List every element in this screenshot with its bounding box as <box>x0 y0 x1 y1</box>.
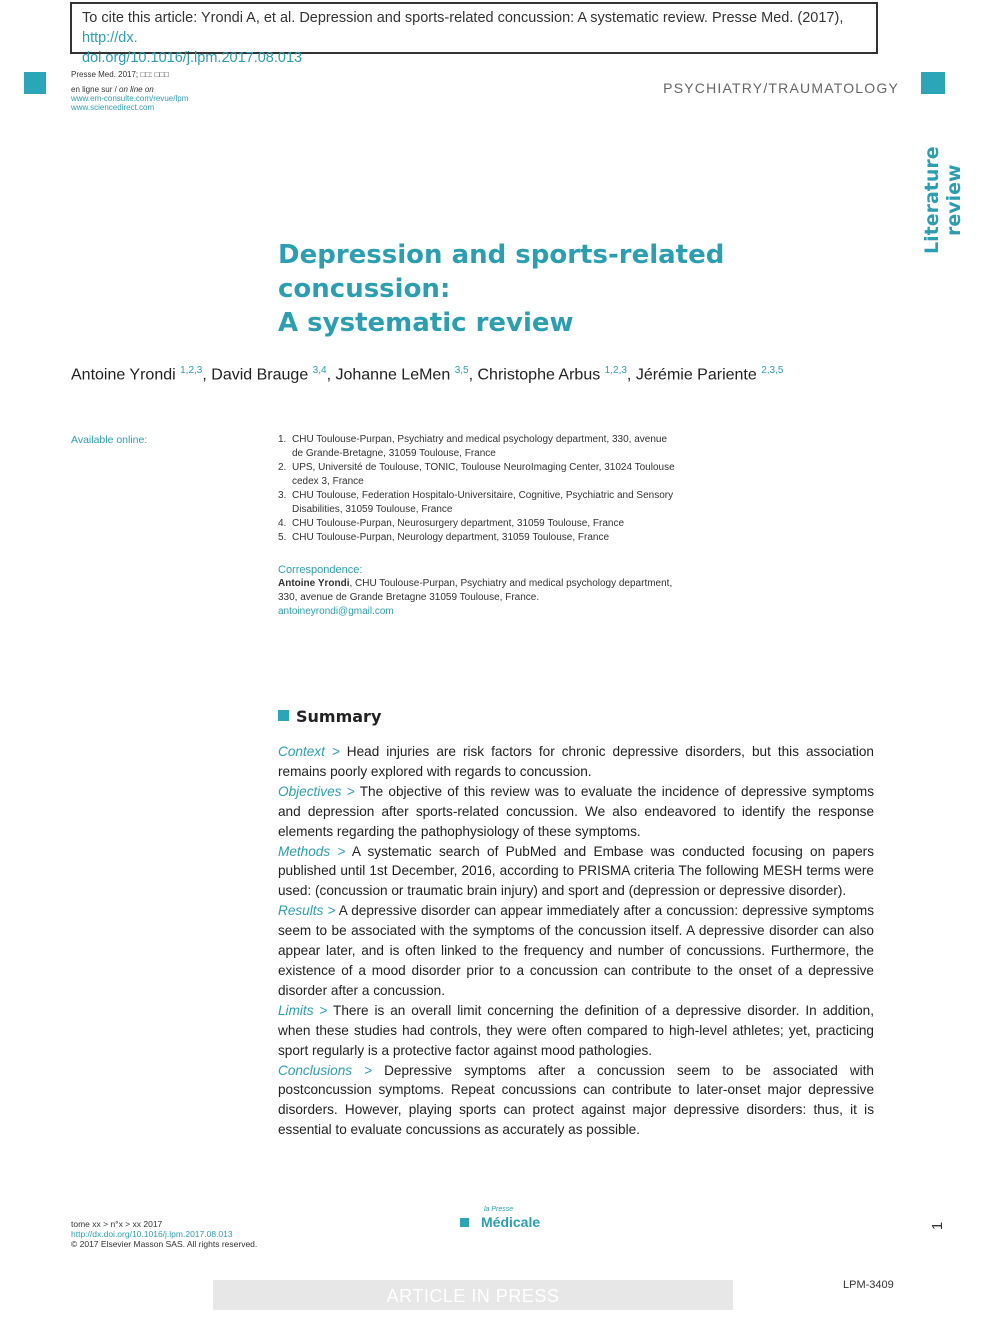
affiliation-number: 5. <box>278 532 287 543</box>
author-affiliation: 3,4 <box>312 365 327 376</box>
summary-text: There is an overall limit concerning the definition of a depressive disorder. In addition, when these studies had controls, they were often compared to high-level athletes; yet, practicing sport regularly is a protective factor against mood pathologies. <box>278 1002 874 1058</box>
author-name: Antoine Yrondi <box>71 366 176 384</box>
available-online-label: Available online: <box>71 434 148 446</box>
summary-text: Depressive symptoms after a concussion seem to be associated with postconcussion symptoms. Repeat concussions can contribute to later-onset major depressive disorders. However, playing sports can protect against major depressive disorders: thus, it is essential to evaluate concussions as accurately as possible. <box>278 1062 874 1138</box>
title-line-2: A systematic review <box>278 308 574 338</box>
summary-paragraph <box>278 782 874 842</box>
online-label-en: on line on <box>119 85 154 94</box>
journal-logo <box>460 1206 540 1232</box>
corner-square-left <box>24 72 46 94</box>
citation-box <box>70 2 878 66</box>
author-list: Antoine Yrondi $^{1,2,3}$, David Brauge $^{3,4}$, Johanne LeMen $^{3,5}$, Christophe Arbus $^{1,2,3}$, Jérémie Pariente $^{2,3,5}$ <box>71 365 784 384</box>
journal-issue: Presse Med. 2017; □□: □□□ <box>71 70 169 79</box>
summary-label: Context > <box>278 744 340 759</box>
copyright: © 2017 Elsevier Masson SAS. All rights reserved. <box>71 1239 258 1249</box>
summary-label: Conclusions > <box>278 1062 373 1078</box>
square-bullet-icon <box>278 710 289 721</box>
footer-left <box>71 1219 257 1249</box>
summary-text: A systematic search of PubMed and Embase was conducted focusing on papers published until 1st December, 2016, according to PRISMA criteria The following MESH terms were used: (concussion or traumatic brain injury) and sport and (depression or depressive disorder). <box>278 843 874 899</box>
em-consulte-link[interactable]: www.em-consulte.com/revue/lpm <box>71 94 189 103</box>
summary-paragraph <box>278 842 874 902</box>
section-heading: PSYCHIATRY/TRAUMATOLOGY <box>663 80 899 96</box>
summary-text: The objective of this review was to evaluate the incidence of depressive symptoms and depression after sports-related concussion. We also endeavored to identify the response elements regarding the pathophysiology of these symptoms. <box>278 783 875 839</box>
affiliation-number: 4. <box>278 518 287 529</box>
affiliation-number: 1. <box>278 434 287 445</box>
author-name: David Brauge <box>211 366 309 384</box>
list-item <box>278 517 678 531</box>
author-affiliation: 1,2,3 <box>180 365 203 376</box>
journal-meta <box>71 70 188 112</box>
side-label: Literature review <box>921 146 965 255</box>
online-label: en ligne sur / <box>71 85 120 94</box>
author-name: Johanne LeMen <box>335 366 451 384</box>
article-id: LPM-3409 <box>843 1279 894 1291</box>
summary-text: Head injuries are risk factors for chronic depressive disorders, but this association remains poorly explored with regards to concussion. <box>278 744 874 779</box>
summary-heading <box>278 707 381 726</box>
affiliation-text: CHU Toulouse, Federation Hospitalo-Universitaire, Cognitive, Psychiatric and Sensory Disabilities, 31059 Toulouse, France <box>292 490 674 515</box>
summary-heading-text: Summary <box>296 707 382 726</box>
author-affiliation: 3,5 <box>454 365 469 376</box>
author-affiliation: 1,2,3 <box>604 365 627 376</box>
correspondence-email-link[interactable]: antoineyrondi@gmail.com <box>278 606 394 617</box>
summary-paragraph <box>278 1001 874 1061</box>
correspondence-label: Correspondence: <box>278 564 363 576</box>
affiliation-list <box>278 433 678 545</box>
list-item <box>278 531 678 545</box>
article-title <box>278 238 878 340</box>
summary-label: Methods > <box>278 843 346 859</box>
citation-text: To cite this article: Yrondi A, et al. Depression and sports-related concussion: A systematic review. Presse Med. (2017), <box>82 10 844 26</box>
summary-paragraph <box>278 1061 874 1141</box>
correspondence-name: Antoine Yrondi <box>278 578 350 589</box>
list-item <box>278 433 678 461</box>
summary-paragraph <box>278 901 874 1001</box>
correspondence-address: , CHU Toulouse-Purpan, Psychiatry and medical psychology department, 330, avenue de Grande Bretagne 31059 Toulouse, France. <box>278 578 673 603</box>
page-number: 1 <box>929 1221 946 1231</box>
author-name: Christophe Arbus <box>477 366 601 384</box>
author-affiliation: 2,3,5 <box>761 365 784 376</box>
author-name: Jérémie Pariente <box>635 366 757 384</box>
summary-paragraph <box>278 742 874 782</box>
footer-doi-link[interactable]: http://dx.doi.org/10.1016/j.lpm.2017.08.013 <box>71 1229 233 1239</box>
sciencedirect-link[interactable]: www.sciencedirect.com <box>71 103 155 112</box>
logo-small-text: la Presse <box>484 1206 514 1213</box>
affiliation-number: 2. <box>278 462 287 473</box>
summary-body <box>278 742 874 1140</box>
citation-doi-link-part1[interactable]: http://dx. <box>82 30 138 46</box>
article-in-press-banner: ARTICLE IN PRESS <box>213 1280 733 1310</box>
summary-label: Objectives > <box>278 783 355 799</box>
summary-label: Results > <box>278 903 336 919</box>
summary-label: Limits > <box>278 1002 328 1018</box>
logo-text: Médicale <box>481 1214 541 1230</box>
affiliation-text: CHU Toulouse-Purpan, Neurosurgery department, 31059 Toulouse, France <box>292 518 625 529</box>
affiliation-text: CHU Toulouse-Purpan, Neurology department, 31059 Toulouse, France <box>292 532 610 543</box>
list-item <box>278 461 678 489</box>
corner-square-right <box>921 72 945 94</box>
affiliation-number: 3. <box>278 490 287 501</box>
citation-doi-link-part2[interactable]: doi.org/10.1016/j.lpm.2017.08.013 <box>82 50 303 66</box>
title-line-1: Depression and sports-related concussion: <box>278 240 725 304</box>
affiliation-text: CHU Toulouse-Purpan, Psychiatry and medical psychology department, 330, avenue de Grande-Bretagne, 31059 Toulouse, France <box>292 434 668 459</box>
correspondence <box>278 563 678 619</box>
volume-info: tome xx > n°x > xx 2017 <box>71 1219 163 1229</box>
summary-text: A depressive disorder can appear immediately after a concussion: depressive symptoms seem to be associated with the symptoms of the concussion itself. A depressive disorder can also appear later, and is often linked to the frequency and number of concussions. Furthermore, the existence of a mood disorder prior to a concussion can contribute to the onset of a depressive disorder after a concussion. <box>278 903 875 998</box>
logo-square-icon <box>460 1218 469 1227</box>
affiliation-text: UPS, Université de Toulouse, TONIC, Toulouse NeuroImaging Center, 31024 Toulouse cedex 3, France <box>292 462 675 487</box>
list-item <box>278 489 678 517</box>
